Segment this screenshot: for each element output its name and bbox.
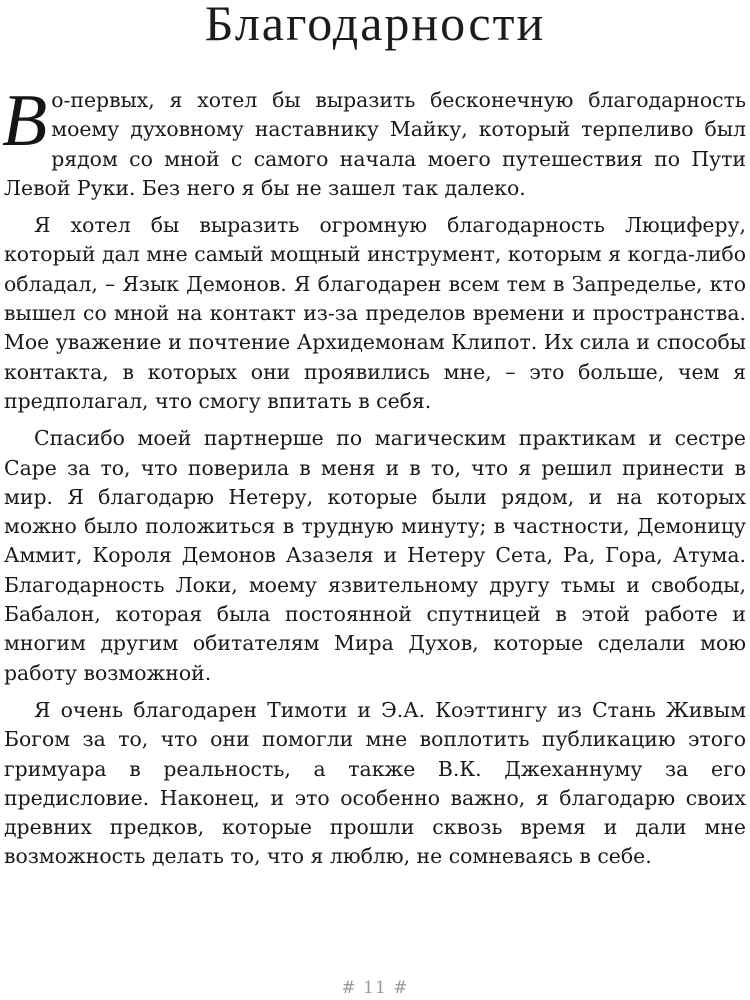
paragraph-text: Я хотел бы выразить огромную благодарность Люциферу, который дал мне самый мощный инструмент, которым я когда-либо обладал, – Язык Демонов. Я благодарен всем тем в Запределье, кто вышел со мной на контакт из-за пределов времени и пространства. Мое уважение и почтение Архидемонам Клипот. Их сила и способы контакта, в которых они проявились мне, – это больше, чем я предполагал, что смогу впитать в себя.: [4, 213, 746, 413]
paragraph-4: [4, 696, 746, 872]
paragraph-text: Я очень благодарен Тимоти и Э.А. Коэттингу из Стань Живым Богом за то, что они помогли мне воплотить публикацию этого гримуара в реальность, а также В.К. Джеханнуму за его предисловие. Наконец, и это особенно важно, я благодарю своих древних предков, которые прошли сквозь время и дали мне возможность делать то, что я люблю, не сомневаясь в себе.: [4, 697, 746, 869]
paragraph-2: [4, 211, 746, 416]
page-number: # 11 #: [341, 978, 409, 998]
body-text: [2, 80, 746, 880]
paragraph-text: о-первых, я хотел бы выразить бесконечную благодарность моему духовному наставнику Майку, который терпеливо был рядом со мной с самого начала моего путешествия по Пути Левой Руки. Без него я бы не зашел так далеко.: [4, 88, 746, 200]
page-title: Благодарности: [204, 0, 546, 51]
paragraph-text: Спасибо моей партнерше по магическим практикам и сестре Саре за то, что поверила в меня и в то, что я решил принести в мир. Я благодарю Нетеру, которые были рядом, и на которых можно было положиться в трудную минуту; в частности, Демоницу Аммит, Короля Демонов Азазеля и Нетеру Сета, Ра, Гора, Атума. Благодарность Локи, моему язвительному другу тьмы и свободы, Бабалон, которая была постоянной спутницей в этой работе и многим другим обитателям Мира Духов, которые сделали мою работу возможной.: [4, 426, 746, 685]
paragraph-3: [4, 424, 746, 688]
paragraph-1: [2, 80, 746, 203]
drop-cap: В: [2, 80, 48, 162]
